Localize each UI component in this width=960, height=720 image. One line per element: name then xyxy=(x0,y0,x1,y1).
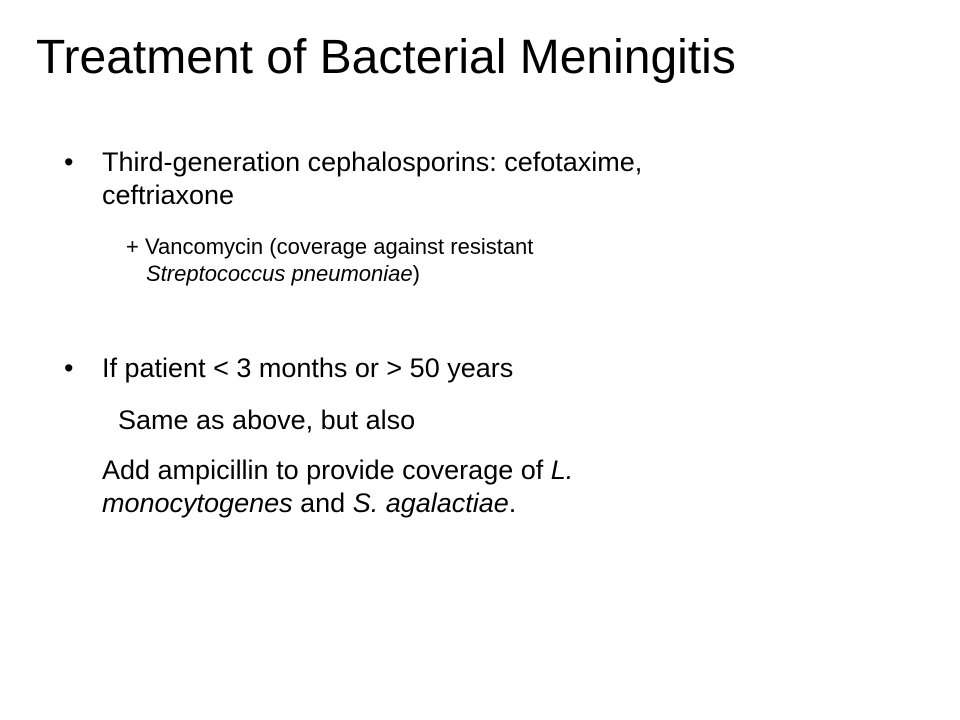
bullet-text: If patient < 3 months or > 50 years xyxy=(102,353,514,383)
bullet-marker: • xyxy=(64,353,74,383)
bullet-text-line-1: Third-generation cephalosporins: cefotaxime, xyxy=(102,147,643,177)
add-text-end: . xyxy=(508,488,517,518)
add-ampicillin-line xyxy=(102,454,862,520)
sub-item-line-2 xyxy=(126,260,886,287)
organism-agalactiae: S. agalactiae xyxy=(352,488,509,518)
same-as-above-line: Same as above, but also xyxy=(118,405,416,435)
bullet-marker: • xyxy=(64,147,74,177)
bullet-item-cephalosporins xyxy=(64,146,884,212)
bullet-item-age-condition xyxy=(64,352,884,385)
add-text-part-2: and xyxy=(292,488,353,518)
bullet-text-line-2: ceftriaxone xyxy=(102,180,235,210)
sub-item-vancomycin xyxy=(126,233,886,287)
sub-item-line-1: + Vancomycin (coverage against resistant xyxy=(126,234,534,259)
organism-name: Streptococcus pneumoniae xyxy=(146,261,413,286)
organism-listeria-a: L. xyxy=(550,455,574,485)
organism-listeria-b: monocytogenes xyxy=(102,488,293,518)
add-text-part-1: Add ampicillin to provide coverage of xyxy=(102,455,551,485)
close-paren: ) xyxy=(412,261,420,286)
slide-title: Treatment of Bacterial Meningitis xyxy=(36,31,736,84)
bullet-text xyxy=(102,146,884,212)
